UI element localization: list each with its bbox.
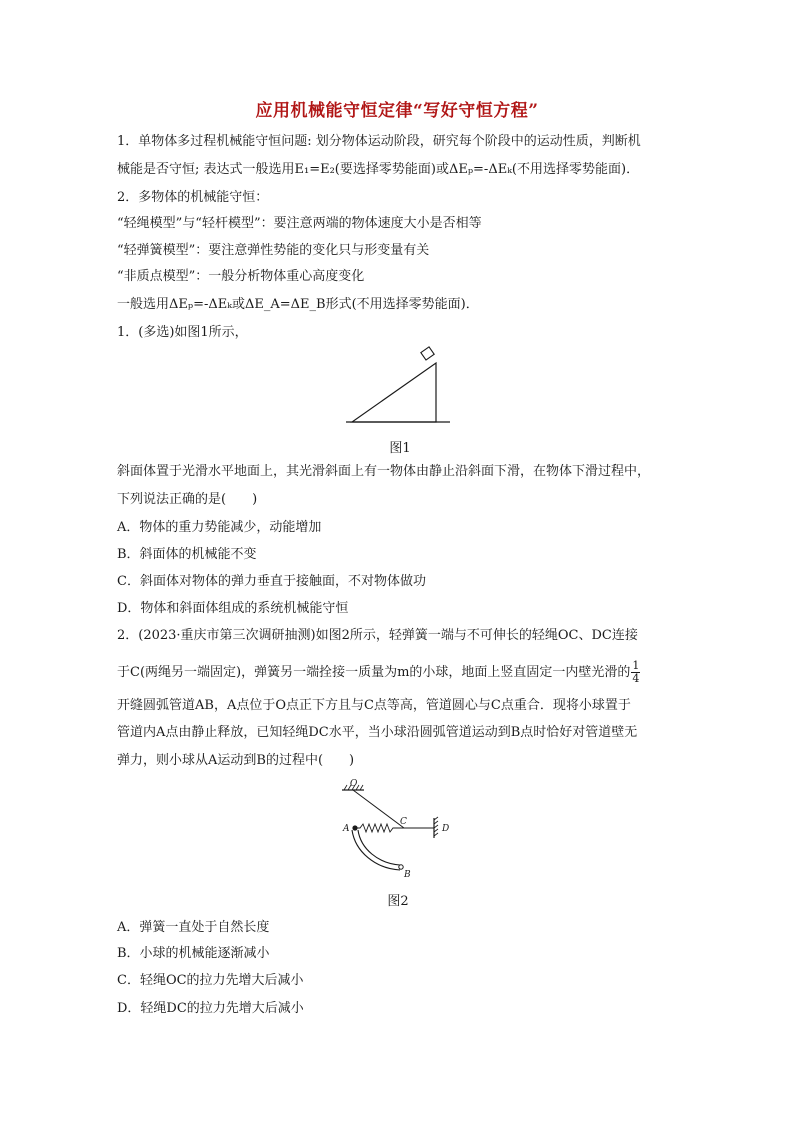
q1-option-c: C．斜面体对物体的弹力垂直于接触面，不对物体做功 <box>117 574 426 589</box>
q2-option-b: B．小球的机械能逐渐减小 <box>117 946 270 961</box>
label-D: D <box>442 824 450 834</box>
q2-stem-2 <box>117 660 640 685</box>
ball <box>352 825 357 830</box>
figure-2-caption: 图2 <box>387 894 409 909</box>
figure-1-caption: 图1 <box>389 441 411 456</box>
wall-hatch <box>434 817 438 836</box>
intro-line-4: “轻弹簧模型”：要注意弹性势能的变化只与形变量有关 <box>117 243 430 258</box>
q2-stem-3: 开缝圆弧管道AB，A点位于O点正下方且与C点等高，管道圆心与C点重合．现将小球置于 <box>117 698 631 713</box>
q1-option-d: D．物体和斜面体组成的系统机械能守恒 <box>117 601 349 616</box>
fraction-numerator: 1 <box>632 659 640 672</box>
page-title: 应用机械能守恒定律“写好守恒方程” <box>255 101 539 121</box>
intro-line-1b: 械能是否守恒; 表达式一般选用E₁=E₂(要选择零势能面)或ΔEₚ=-ΔEₖ(不用选择零势能面)． <box>117 162 640 177</box>
label-A: A <box>343 824 350 834</box>
q2-stem-5: 弹力，则小球从A运动到B的过程中( ) <box>117 753 355 768</box>
label-C: C <box>400 817 407 827</box>
intro-line-6: 一般选用ΔEₚ=-ΔEₖ或ΔE_A=ΔE_B形式(不用选择零势能面)． <box>117 297 479 312</box>
q2-option-c: C．轻绳OC的拉力先增大后减小 <box>117 973 304 988</box>
q2-stem-2-text: 于C(两绳另一端固定)，弹簧另一端拴接一质量为m的小球，地面上竖直固定一内壁光滑的 <box>117 665 631 680</box>
q2-option-d: D．轻绳DC的拉力先增大后减小 <box>117 1001 304 1016</box>
point-B-marker <box>399 865 403 869</box>
sliding-block <box>421 347 434 360</box>
q2-stem-4: 管道内A点由静止释放，已知轻绳DC水平，当小球沿圆弧管道运动到B点时恰好对管道壁无 <box>117 725 638 740</box>
figure-2-tube <box>338 778 468 878</box>
q1-option-a: A．物体的重力势能减少，动能增加 <box>117 520 322 535</box>
intro-line-1a: 1．单物体多过程机械能守恒问题: 划分物体运动阶段，研究每个阶段中的运动性质，判断机 <box>117 134 641 149</box>
incline-triangle <box>352 363 436 422</box>
intro-line-3: “轻绳模型”与“轻杆模型”：要注意两端的物体速度大小是否相等 <box>117 216 482 231</box>
q1-stem-head: 1．(多选)如图1所示， <box>117 325 248 340</box>
spring <box>355 824 404 832</box>
fraction-quarter <box>631 660 640 685</box>
label-O: O <box>350 779 358 789</box>
figure-1-incline <box>340 345 460 425</box>
rope-OC <box>353 790 404 828</box>
intro-line-5: “非质点模型”：一般分析物体重心高度变化 <box>117 269 365 284</box>
label-B: B <box>404 870 411 878</box>
q2-stem-1: 2．(2023·重庆市第三次调研抽测)如图2所示，轻弹簧一端与不可伸长的轻绳OC、DC连接 <box>117 628 638 643</box>
fraction-denominator: 4 <box>632 672 640 685</box>
q2-option-a: A．弹簧一直处于自然长度 <box>117 920 270 935</box>
q1-stem-b: 下列说法正确的是( ) <box>117 492 258 507</box>
intro-line-2: 2．多物体的机械能守恒： <box>117 190 269 205</box>
q1-option-b: B．斜面体的机械能不变 <box>117 547 257 562</box>
q1-stem-a: 斜面体置于光滑水平地面上，其光滑斜面上有一物体由静止沿斜面下滑，在物体下滑过程中， <box>117 464 651 479</box>
tube-inner <box>358 830 400 865</box>
